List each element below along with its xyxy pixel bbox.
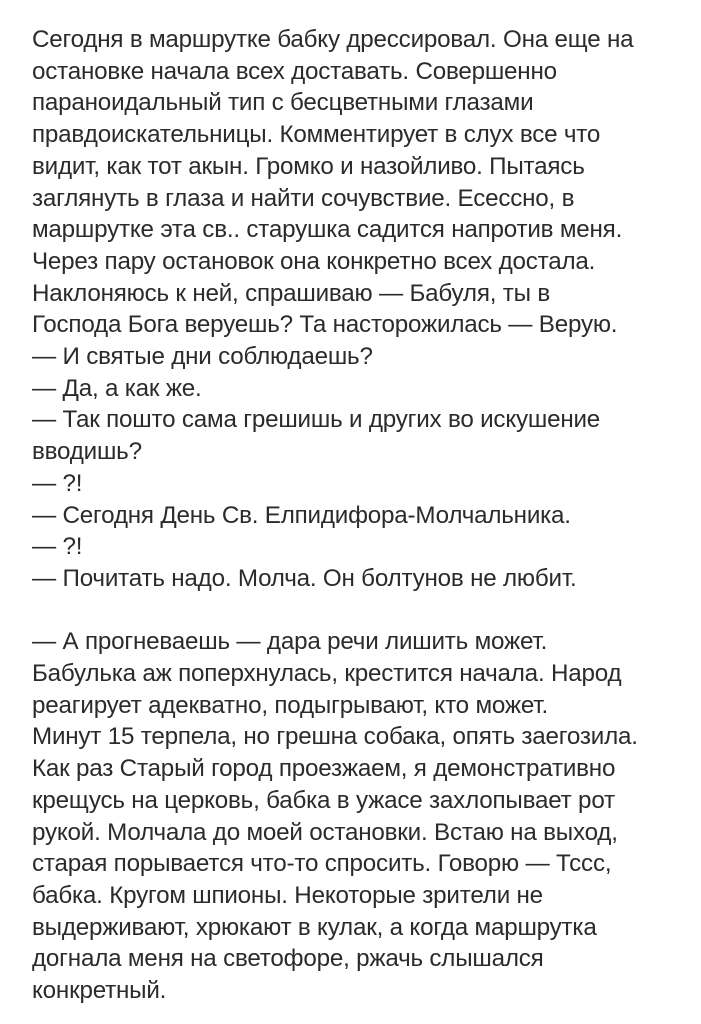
text-line: остановке начала всех доставать. Совершенно — [32, 57, 557, 85]
text-line: старая порывается что-то спросить. Говорю — Тссс, — [32, 850, 612, 878]
text-line: догнала меня на светофоре, ржачь слышался — [32, 945, 544, 973]
text-line: бабка. Кругом шпионы. Некоторые зрители не — [32, 881, 543, 909]
text-line: параноидальный тип с бесцветными глазами — [32, 89, 534, 117]
paragraph-1 — [32, 24, 692, 595]
text-line: заглянуть в глаза и найти сочувствие. Есессно, в — [32, 184, 575, 212]
text-line: выдерживают, хрюкают в кулак, а когда маршрутка — [32, 913, 597, 941]
paragraph-gap — [32, 595, 692, 627]
post-text — [32, 24, 692, 1007]
paragraph-2 — [32, 626, 692, 1006]
dialogue-line: вводишь? — [32, 438, 142, 466]
dialogue-line: — Сегодня День Св. Елпидифора-Молчальника. — [32, 501, 571, 529]
text-line: Как раз Старый город проезжаем, я демонстративно — [32, 755, 616, 783]
dialogue-line: — Так пошто сама грешишь и других во искушение — [32, 406, 601, 434]
text-line: конкретный. — [32, 977, 167, 1005]
text-line: Бабулька аж поперхнулась, крестится начала. Народ — [32, 660, 622, 688]
text-line: видит, как тот акын. Громко и назойливо. Пытаясь — [32, 152, 585, 180]
text-line: Наклоняюсь к ней, спрашиваю — Бабуля, ты в — [32, 279, 550, 307]
text-line: рукой. Молчала до моей остановки. Встаю на выход, — [32, 818, 618, 846]
text-line: маршрутке эта св.. старушка садится напротив меня. — [32, 216, 623, 244]
dialogue-line: — И святые дни соблюдаешь? — [32, 343, 373, 371]
dialogue-line: — Почитать надо. Молча. Он болтунов не любит. — [32, 564, 577, 592]
dialogue-line: — Да, а как же. — [32, 374, 202, 402]
dialogue-line: — ?! — [32, 469, 83, 497]
dialogue-line: — А прогневаешь — дара речи лишить может. — [32, 628, 548, 656]
text-line: правдоискательницы. Комментирует в слух все что — [32, 121, 601, 149]
text-line: реагирует адекватно, подыгрывают, кто может. — [32, 691, 548, 719]
dialogue-line: — ?! — [32, 533, 83, 561]
text-line: Минут 15 терпела, но грешна собака, опять заегозила. — [32, 723, 638, 751]
text-line: Через пару остановок она конкретно всех достала. — [32, 247, 596, 275]
text-line: крещусь на церковь, бабка в ужасе захлопывает рот — [32, 786, 615, 814]
text-line: Сегодня в маршрутке бабку дрессировал. Она еще на — [32, 26, 634, 53]
text-line: Господа Бога веруешь? Та насторожилась — Верую. — [32, 311, 618, 339]
